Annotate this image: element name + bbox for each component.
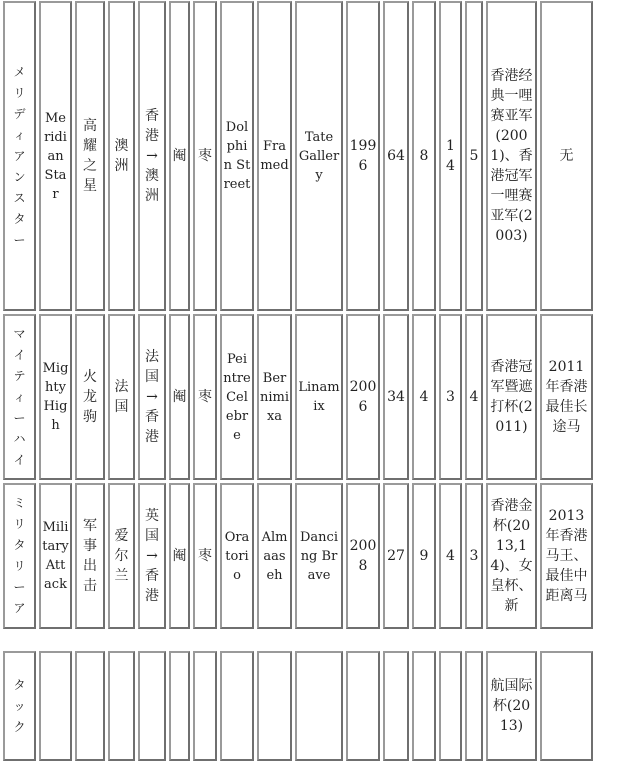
origin-cell xyxy=(108,651,135,761)
chinese-name-cell xyxy=(75,651,105,761)
award-text: 无 xyxy=(559,148,574,164)
japanese-name-text: ミリタリーア xyxy=(13,496,26,615)
color-cell xyxy=(193,483,217,629)
route-text: 法国→香港 xyxy=(145,349,159,445)
starts-cell xyxy=(383,314,409,480)
english-name-text: Mighty High xyxy=(42,361,69,433)
thirds-text: 5 xyxy=(469,148,479,164)
table-row xyxy=(3,651,593,761)
japanese-name-text: マイティーハイ xyxy=(13,326,26,467)
seconds-text: 14 xyxy=(446,138,455,174)
origin-cell xyxy=(108,314,135,480)
route-text: 英国→香港 xyxy=(145,508,159,604)
english-name-cell xyxy=(39,483,72,629)
starts-text: 27 xyxy=(387,548,405,564)
year-text: 2008 xyxy=(349,538,377,574)
award-text: 2011年香港最佳长途马 xyxy=(545,359,588,435)
sex-cell xyxy=(169,651,190,761)
sex-text: 阉 xyxy=(172,389,187,405)
dam-text: Bernimixa xyxy=(260,370,290,424)
award-cell xyxy=(540,1,593,311)
chinese-name-text: 火龙驹 xyxy=(83,369,97,425)
award-text: 2013年香港马王、最佳中距离马 xyxy=(545,508,588,604)
sire-cell xyxy=(220,651,254,761)
chinese-name-cell xyxy=(75,483,105,629)
color-text: 枣 xyxy=(198,148,212,164)
year-text: 2006 xyxy=(349,379,377,415)
seconds-cell xyxy=(439,314,462,480)
wins-cell xyxy=(412,483,436,629)
dam-sire-cell xyxy=(295,483,343,629)
sire-text: Oratorio xyxy=(224,529,250,583)
seconds-text: 4 xyxy=(446,548,455,564)
wins-text: 4 xyxy=(419,389,429,405)
sex-text: 阉 xyxy=(172,548,187,564)
year-cell xyxy=(346,314,380,480)
starts-cell xyxy=(383,1,409,311)
table-row xyxy=(3,1,593,311)
award-cell xyxy=(540,483,593,629)
english-name-cell xyxy=(39,651,72,761)
route-cell xyxy=(138,1,166,311)
sex-cell xyxy=(169,314,190,480)
dam-sire-text: Tate Gallery xyxy=(298,129,340,183)
thirds-cell xyxy=(465,483,483,629)
year-cell xyxy=(346,1,380,311)
sire-cell xyxy=(220,1,254,311)
year-text: 1996 xyxy=(349,138,377,174)
color-text: 枣 xyxy=(198,548,212,564)
table-row xyxy=(3,314,593,480)
origin-text: 爱尔兰 xyxy=(114,528,129,584)
route-cell xyxy=(138,314,166,480)
honors-cell xyxy=(486,483,537,629)
route-cell xyxy=(138,483,166,629)
color-text: 枣 xyxy=(198,389,212,405)
sex-text: 阉 xyxy=(172,148,187,164)
award-cell xyxy=(540,314,593,480)
honors-text: 航国际杯(2013) xyxy=(490,678,533,734)
japanese-name-text: メリディアンスター xyxy=(13,64,26,247)
seconds-cell xyxy=(439,651,462,761)
route-text: 香港→澳洲 xyxy=(145,108,159,204)
japanese-name-cell xyxy=(3,1,36,311)
thirds-text: 4 xyxy=(469,389,479,405)
english-name-cell xyxy=(39,1,72,311)
honors-text: 香港金杯(2013,14)、女皇杯、新 xyxy=(490,498,533,614)
dam-text: Almaaseh xyxy=(261,529,288,583)
thirds-cell xyxy=(465,651,483,761)
chinese-name-cell xyxy=(75,314,105,480)
honors-cell xyxy=(486,314,537,480)
dam-cell xyxy=(257,651,292,761)
color-cell xyxy=(193,651,217,761)
origin-cell xyxy=(108,1,135,311)
english-name-text: Meridian Star xyxy=(44,110,67,202)
dam-text: Framed xyxy=(260,139,289,173)
english-name-text: Military Attack xyxy=(42,520,69,592)
wins-cell xyxy=(412,1,436,311)
table-row xyxy=(3,483,593,629)
starts-text: 34 xyxy=(387,389,405,405)
origin-text: 澳洲 xyxy=(114,138,129,174)
japanese-name-cell xyxy=(3,651,36,761)
award-cell xyxy=(540,651,593,761)
route-cell xyxy=(138,651,166,761)
sire-text: Peintre Celebre xyxy=(223,351,251,443)
english-name-cell xyxy=(39,314,72,480)
wins-cell xyxy=(412,314,436,480)
chinese-name-text: 高耀之星 xyxy=(83,118,97,194)
dam-sire-text: Dancing Brave xyxy=(300,529,338,583)
dam-sire-cell xyxy=(295,651,343,761)
dam-cell xyxy=(257,483,292,629)
honors-text: 香港冠军暨遮打杯(2011) xyxy=(490,359,533,435)
seconds-text: 3 xyxy=(446,389,455,405)
color-cell xyxy=(193,314,217,480)
starts-cell xyxy=(383,483,409,629)
seconds-cell xyxy=(439,483,462,629)
thirds-text: 3 xyxy=(469,548,479,564)
seconds-cell xyxy=(439,1,462,311)
year-cell xyxy=(346,651,380,761)
sire-text: Dolphin Street xyxy=(223,120,251,192)
japanese-name-text: タック xyxy=(13,677,26,734)
thirds-cell xyxy=(465,1,483,311)
dam-cell xyxy=(257,314,292,480)
thirds-cell xyxy=(465,314,483,480)
sex-cell xyxy=(169,483,190,629)
dam-cell xyxy=(257,1,292,311)
starts-cell xyxy=(383,651,409,761)
honors-text: 香港经典一哩赛亚军(2001)、香港冠军一哩赛亚军(2003) xyxy=(490,68,533,244)
dam-sire-cell xyxy=(295,314,343,480)
wins-text: 9 xyxy=(419,548,429,564)
sire-cell xyxy=(220,314,254,480)
wins-text: 8 xyxy=(419,148,429,164)
origin-cell xyxy=(108,483,135,629)
wins-cell xyxy=(412,651,436,761)
starts-text: 64 xyxy=(387,148,405,164)
dam-sire-cell xyxy=(295,1,343,311)
color-cell xyxy=(193,1,217,311)
sire-cell xyxy=(220,483,254,629)
horse-table-continued xyxy=(0,648,596,764)
origin-text: 法国 xyxy=(114,379,129,415)
honors-cell xyxy=(486,651,537,761)
year-cell xyxy=(346,483,380,629)
sex-cell xyxy=(169,1,190,311)
japanese-name-cell xyxy=(3,483,36,629)
honors-cell xyxy=(486,1,537,311)
japanese-name-cell xyxy=(3,314,36,480)
chinese-name-cell xyxy=(75,1,105,311)
chinese-name-text: 军事出击 xyxy=(83,518,97,594)
dam-sire-text: Linamix xyxy=(298,380,340,414)
